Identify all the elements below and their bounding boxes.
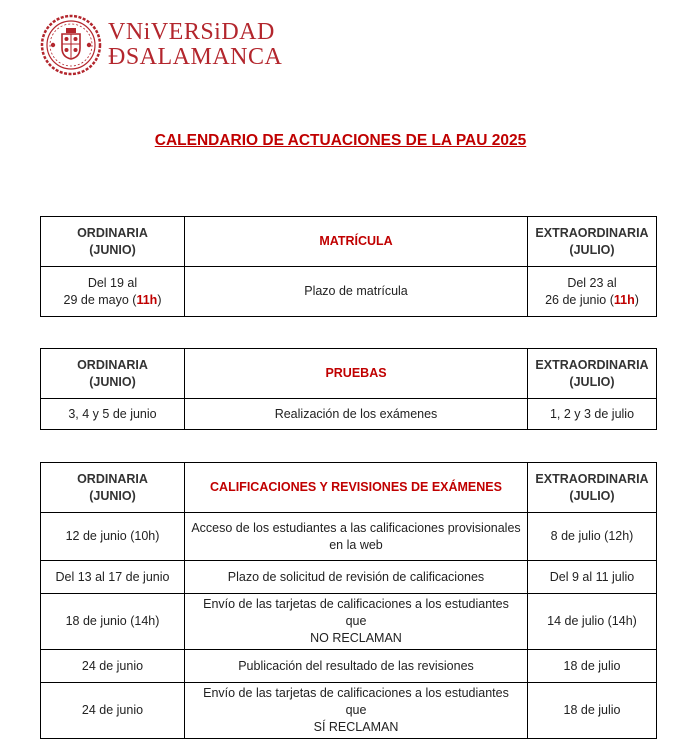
table-row [41, 650, 657, 683]
extraordinaria-header [528, 349, 657, 399]
calificaciones-table [40, 462, 657, 739]
ordinaria-label: ORDINARIA [77, 225, 148, 240]
activity-description [185, 683, 528, 739]
extraordinaria-header [528, 463, 657, 513]
logo-line-2: ÐSALAMANCA [108, 44, 283, 70]
desc-line: en la web [329, 537, 383, 552]
extraordinaria-date: 18 de julio [528, 650, 657, 683]
activity-description: Realización de los exámenes [185, 399, 528, 430]
page-title: CALENDARIO DE ACTUACIONES DE LA PAU 2025 [154, 132, 527, 149]
extraordinaria-date: 14 de julio (14h) [528, 594, 657, 650]
paren-close: ) [634, 292, 639, 307]
extraordinaria-label: EXTRAORDINARIA [535, 225, 649, 240]
extraordinaria-date: 1, 2 y 3 de julio [528, 399, 657, 430]
logo-line-1: VNiVERSiDAD [108, 19, 275, 45]
julio-label: (JULIO) [569, 488, 615, 503]
table-header-row [41, 463, 657, 513]
junio-label: (JUNIO) [89, 242, 136, 257]
activity-description [185, 513, 528, 561]
ordinaria-date: Del 13 al 17 de junio [41, 561, 185, 594]
table-row [41, 513, 657, 561]
ordinaria-date: 3, 4 y 5 de junio [41, 399, 185, 430]
matricula-table [40, 216, 657, 317]
activity-description: Plazo de solicitud de revisión de calificaciones [185, 561, 528, 594]
deadline-time: 11h [136, 292, 158, 307]
activity-description [185, 594, 528, 650]
section-header: MATRÍCULA [185, 217, 528, 267]
date-line: Del 23 al [567, 275, 617, 290]
ordinaria-header [41, 217, 185, 267]
extraordinaria-label: EXTRAORDINARIA [535, 471, 649, 486]
extraordinaria-date: Del 9 al 11 julio [528, 561, 657, 594]
extraordinaria-header [528, 217, 657, 267]
date-line: 26 de junio ( [545, 292, 614, 307]
logo-wordmark [108, 20, 282, 70]
ordinaria-header [41, 463, 185, 513]
junio-label: (JUNIO) [89, 488, 136, 503]
table-row [41, 561, 657, 594]
extraordinaria-date [528, 267, 657, 317]
ordinaria-date: 24 de junio [41, 650, 185, 683]
ordinaria-label: ORDINARIA [77, 471, 148, 486]
extraordinaria-date: 18 de julio [528, 683, 657, 739]
activity-description: Publicación del resultado de las revisiones [185, 650, 528, 683]
date-line: 29 de mayo ( [63, 292, 137, 307]
paren-close: ) [157, 292, 162, 307]
university-logo [40, 14, 282, 76]
ordinaria-date: 12 de junio (10h) [41, 513, 185, 561]
desc-line: Envío de las tarjetas de calificaciones a los estudiantes que [203, 686, 509, 717]
junio-label: (JUNIO) [89, 374, 136, 389]
julio-label: (JULIO) [569, 242, 615, 257]
ordinaria-label: ORDINARIA [77, 357, 148, 372]
table-row [41, 267, 657, 317]
ordinaria-date: 18 de junio (14h) [41, 594, 185, 650]
extraordinaria-label: EXTRAORDINARIA [535, 357, 649, 372]
table-row [41, 683, 657, 739]
desc-line: Envío de las tarjetas de calificaciones a los estudiantes que [203, 597, 509, 628]
activity-description: Plazo de matrícula [185, 267, 528, 317]
table-header-row [41, 217, 657, 267]
table-row [41, 594, 657, 650]
desc-line: NO RECLAMAN [310, 631, 402, 645]
section-header: PRUEBAS [185, 349, 528, 399]
deadline-time: 11h [613, 292, 635, 307]
date-line: Del 19 al [87, 275, 138, 290]
section-header: CALIFICACIONES Y REVISIONES DE EXÁMENES [185, 463, 528, 513]
julio-label: (JULIO) [569, 374, 615, 389]
table-header-row [41, 349, 657, 399]
desc-line: Acceso de los estudiantes a las calificaciones provisionales [191, 520, 521, 535]
table-row [41, 399, 657, 430]
extraordinaria-date: 8 de julio (12h) [528, 513, 657, 561]
ordinaria-header [41, 349, 185, 399]
ordinaria-date: 24 de junio [41, 683, 185, 739]
desc-line: SÍ RECLAMAN [313, 720, 399, 734]
pruebas-table [40, 348, 657, 430]
university-seal-icon [40, 14, 102, 76]
ordinaria-date [41, 267, 185, 317]
